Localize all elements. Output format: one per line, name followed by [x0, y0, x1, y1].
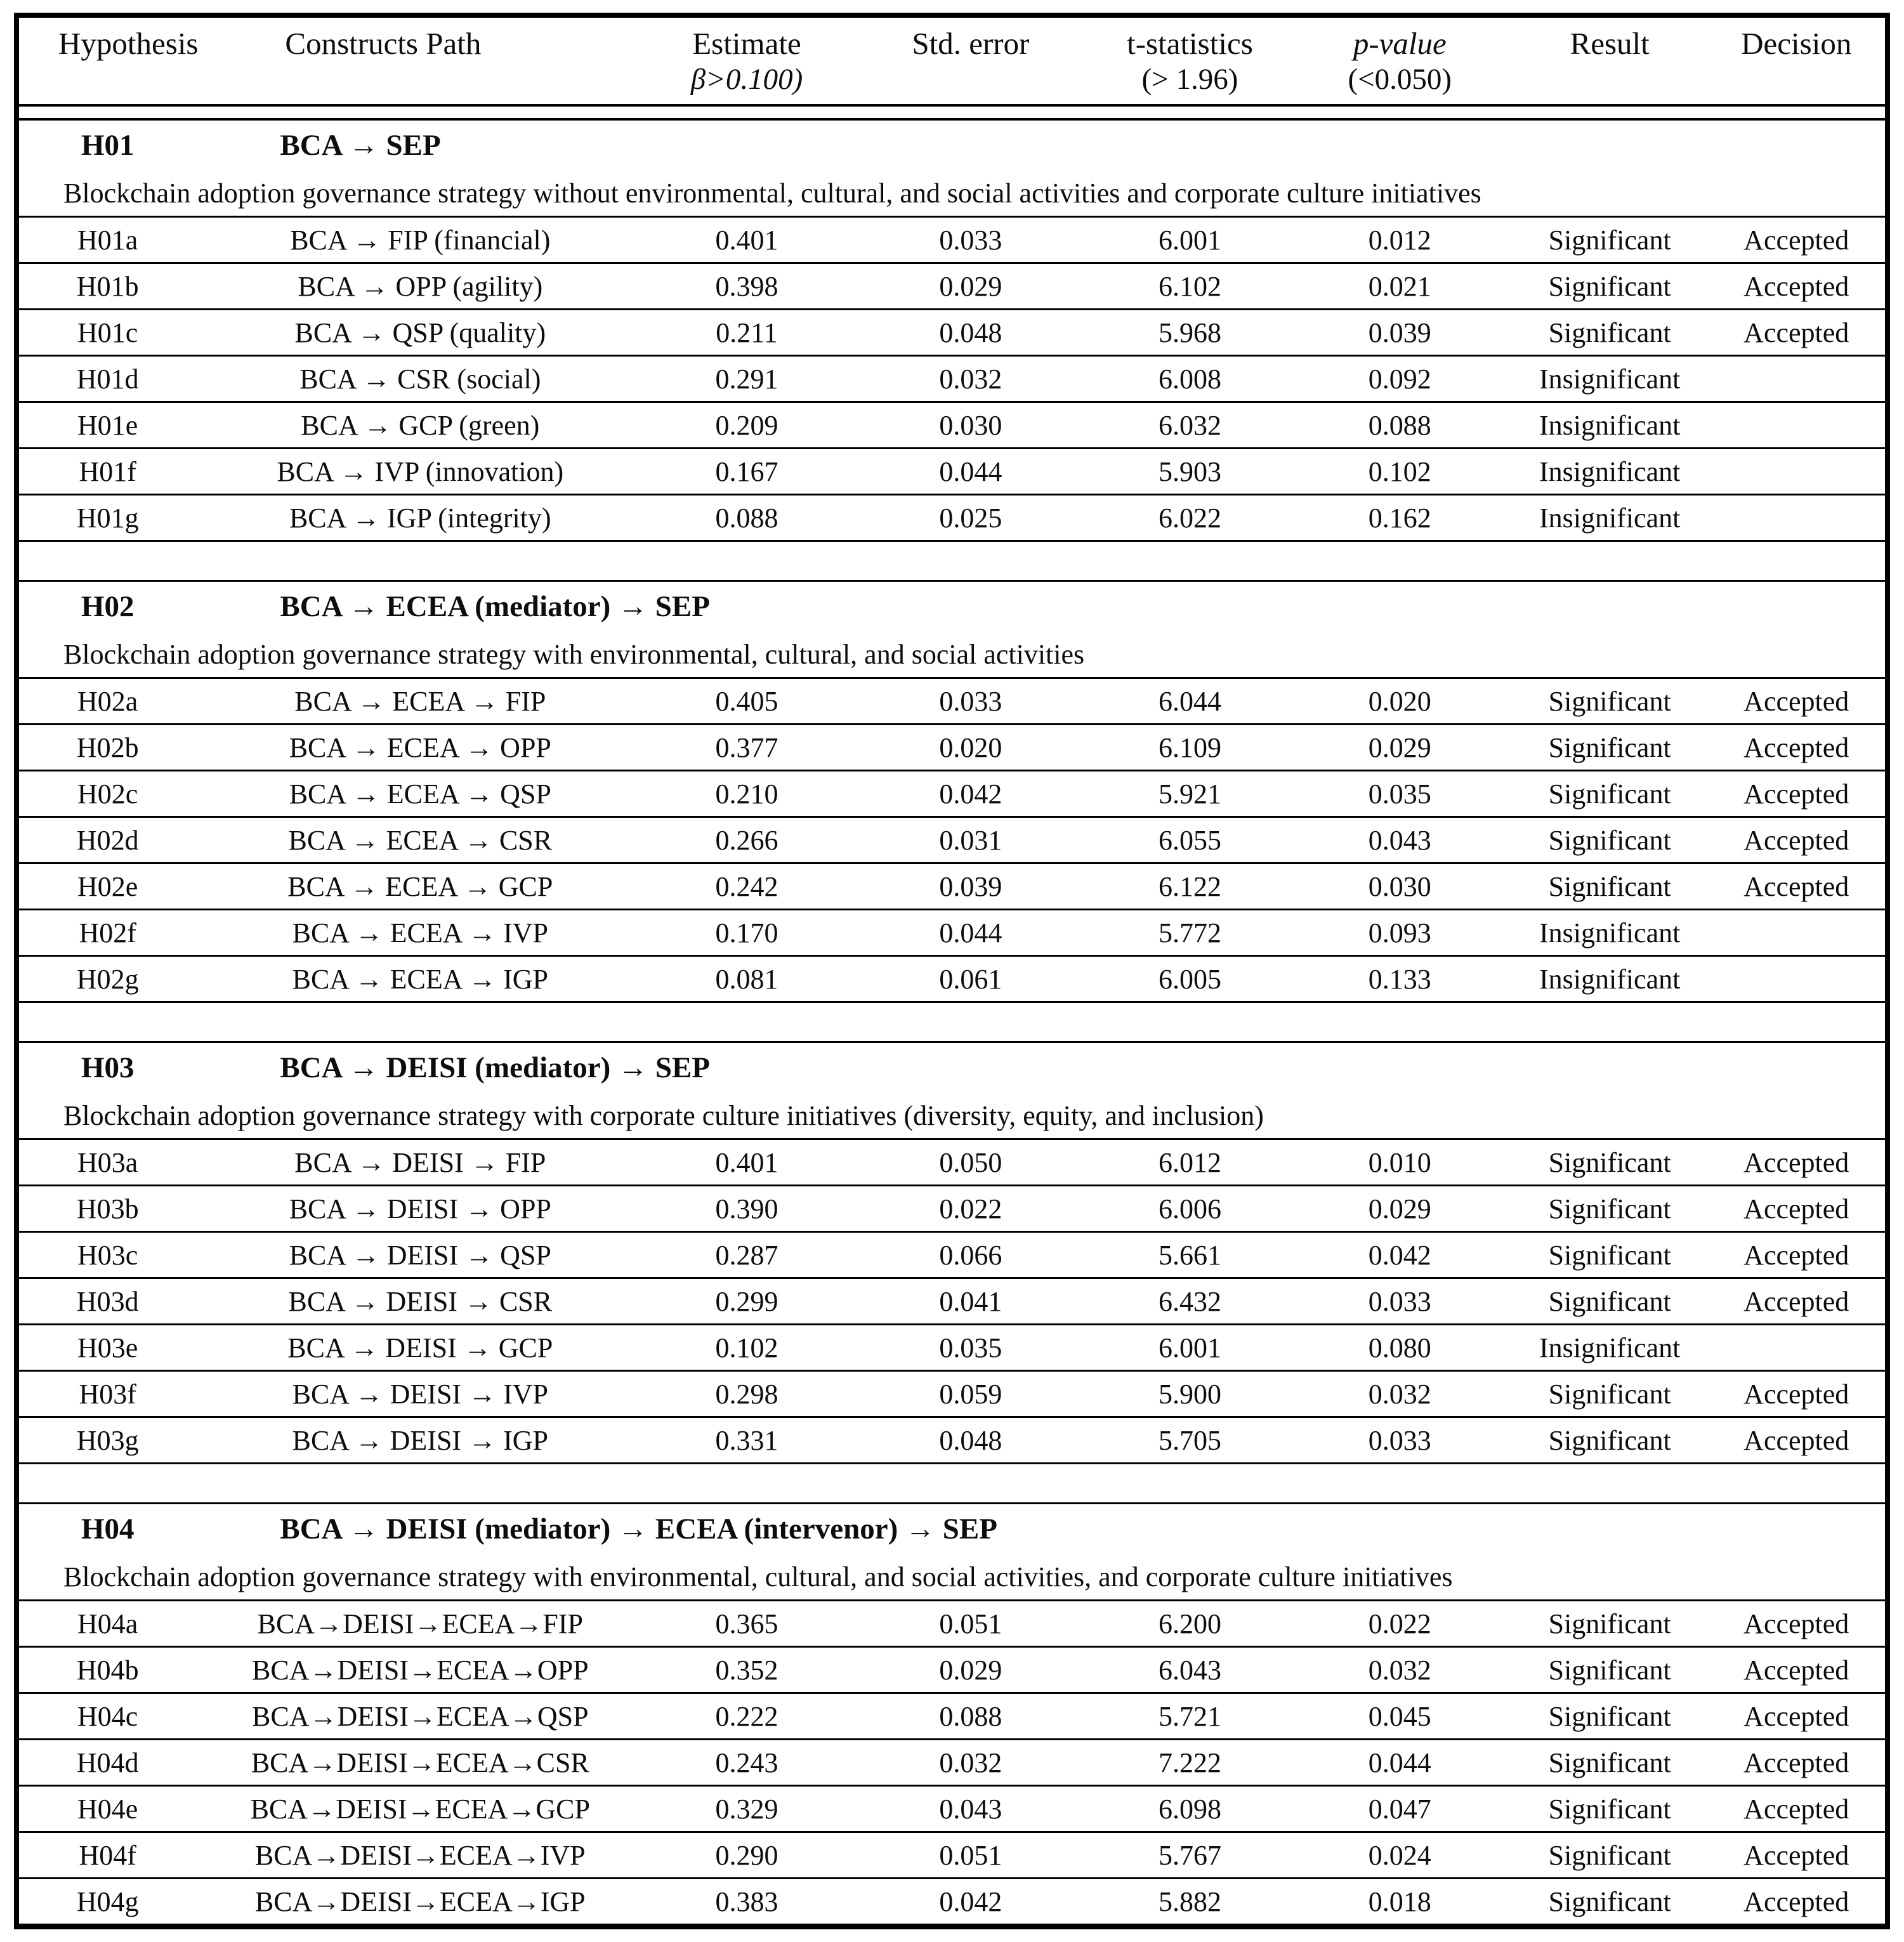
cell-t-statistics: 6.008	[1158, 363, 1221, 395]
cell-hypothesis: H04g	[76, 1886, 139, 1917]
separator-row	[19, 542, 1885, 582]
cell-hypothesis: H02f	[79, 917, 136, 948]
cell-result: Significant	[1548, 270, 1671, 302]
cell-std-error: 0.042	[939, 778, 1002, 810]
cell-std-error: 0.039	[939, 870, 1002, 902]
cell-result: Insignificant	[1539, 963, 1681, 995]
cell-std-error: 0.051	[939, 1608, 1002, 1639]
cell-estimate: 0.210	[715, 778, 778, 810]
cell-std-error: 0.030	[939, 409, 1002, 441]
column-sublabel	[850, 62, 1092, 98]
separator-row	[19, 1003, 1885, 1043]
cell-p-value: 0.029	[1368, 1193, 1431, 1224]
cell-path: BCA→DEISI→ECEA→QSP	[252, 1700, 589, 1732]
cell-t-statistics: 6.001	[1158, 224, 1221, 256]
cell-std-error: 0.022	[939, 1193, 1002, 1224]
cell-hypothesis: H02b	[76, 732, 139, 763]
cell-path: BCA → IVP (innovation)	[277, 456, 564, 487]
section-id: H03	[81, 1051, 135, 1084]
cell-decision: Accepted	[1743, 824, 1849, 856]
table-row	[19, 725, 1885, 771]
cell-std-error: 0.041	[939, 1285, 1002, 1317]
column-sublabel	[1708, 62, 1885, 98]
column-label: Estimate	[692, 26, 801, 61]
cell-estimate: 0.170	[715, 917, 778, 948]
cell-std-error: 0.061	[939, 963, 1002, 995]
cell-result: Significant	[1548, 732, 1671, 763]
cell-estimate: 0.365	[715, 1608, 778, 1639]
cell-result: Insignificant	[1539, 917, 1681, 948]
column-label: Constructs Path	[285, 26, 482, 61]
cell-decision: Accepted	[1743, 224, 1849, 256]
table-row	[19, 264, 1885, 310]
cell-result: Significant	[1548, 1793, 1671, 1825]
cell-hypothesis: H04d	[76, 1747, 139, 1778]
table-header-row	[19, 18, 1885, 107]
cell-p-value: 0.029	[1368, 732, 1431, 763]
table-row	[19, 1418, 1885, 1464]
cell-p-value: 0.035	[1368, 778, 1431, 810]
cell-decision: Accepted	[1743, 317, 1849, 348]
cell-std-error: 0.031	[939, 824, 1002, 856]
cell-decision: Accepted	[1743, 778, 1849, 810]
section-header-row	[19, 582, 1885, 631]
header-cell-p-value	[1288, 25, 1512, 98]
cell-path: BCA → ECEA → IVP	[292, 917, 548, 948]
column-sublabel	[58, 62, 196, 98]
cell-hypothesis: H01g	[76, 502, 139, 534]
cell-p-value: 0.102	[1368, 456, 1431, 487]
separator-row	[19, 1464, 1885, 1504]
cell-p-value: 0.039	[1368, 317, 1431, 348]
section-description-row: Blockchain adoption governance strategy without environmental, cultural, and social activities and corporate culture initiatives	[19, 170, 1885, 218]
cell-estimate: 0.242	[715, 870, 778, 902]
cell-std-error: 0.048	[939, 1424, 1002, 1456]
cell-path: BCA→DEISI→ECEA→GCP	[250, 1793, 590, 1825]
cell-decision: Accepted	[1743, 1239, 1849, 1271]
cell-t-statistics: 5.968	[1158, 317, 1221, 348]
cell-path: BCA → CSR (social)	[299, 363, 541, 395]
cell-path: BCA → IGP (integrity)	[289, 502, 551, 534]
cell-std-error: 0.025	[939, 502, 1002, 534]
cell-t-statistics: 5.721	[1158, 1700, 1221, 1732]
cell-p-value: 0.033	[1368, 1285, 1431, 1317]
cell-std-error: 0.048	[939, 317, 1002, 348]
cell-hypothesis: H03f	[79, 1378, 136, 1410]
cell-std-error: 0.033	[939, 224, 1002, 256]
cell-hypothesis: H04f	[79, 1839, 136, 1871]
cell-std-error: 0.032	[939, 363, 1002, 395]
cell-hypothesis: H02d	[76, 824, 139, 856]
cell-t-statistics: 6.122	[1158, 870, 1221, 902]
table-row	[19, 1648, 1885, 1694]
cell-std-error: 0.059	[939, 1378, 1002, 1410]
table-row	[19, 864, 1885, 910]
cell-path: BCA → DEISI → FIP	[294, 1146, 546, 1178]
cell-path: BCA → GCP (green)	[301, 409, 540, 441]
cell-result: Significant	[1548, 685, 1671, 717]
column-label: Decision	[1741, 26, 1852, 61]
column-sublabel	[1512, 62, 1708, 98]
cell-t-statistics: 6.001	[1158, 1332, 1221, 1363]
column-label: t-statistics	[1127, 26, 1253, 61]
cell-path: BCA → DEISI → CSR	[288, 1285, 553, 1317]
cell-p-value: 0.024	[1368, 1839, 1431, 1871]
cell-p-value: 0.133	[1368, 963, 1431, 995]
cell-estimate: 0.102	[715, 1332, 778, 1363]
cell-path: BCA → DEISI → QSP	[289, 1239, 551, 1271]
cell-result: Significant	[1548, 1146, 1671, 1178]
cell-p-value: 0.022	[1368, 1608, 1431, 1639]
header-cell-t-statistics	[1092, 25, 1288, 98]
section-description-row: Blockchain adoption governance strategy with environmental, cultural, and social activities	[19, 631, 1885, 679]
header-cell-decision	[1708, 25, 1885, 98]
cell-t-statistics: 6.432	[1158, 1285, 1221, 1317]
cell-p-value: 0.018	[1368, 1886, 1431, 1917]
header-cell-hypothesis	[19, 25, 199, 98]
cell-p-value: 0.092	[1368, 363, 1431, 395]
table-row	[19, 1233, 1885, 1279]
cell-estimate: 0.383	[715, 1886, 778, 1917]
cell-t-statistics: 6.012	[1158, 1146, 1221, 1178]
cell-t-statistics: 5.661	[1158, 1239, 1221, 1271]
cell-result: Significant	[1548, 778, 1671, 810]
cell-p-value: 0.033	[1368, 1424, 1431, 1456]
section-id: H02	[81, 590, 135, 623]
cell-t-statistics: 5.772	[1158, 917, 1221, 948]
cell-decision: Accepted	[1743, 1654, 1849, 1686]
cell-std-error: 0.050	[939, 1146, 1002, 1178]
cell-t-statistics: 6.043	[1158, 1654, 1221, 1686]
cell-p-value: 0.045	[1368, 1700, 1431, 1732]
cell-hypothesis: H01b	[76, 270, 139, 302]
cell-path: BCA→DEISI→ECEA→CSR	[251, 1747, 589, 1778]
cell-hypothesis: H03a	[77, 1146, 138, 1178]
table-row	[19, 1325, 1885, 1372]
cell-t-statistics: 6.098	[1158, 1793, 1221, 1825]
cell-path: BCA → DEISI → GCP	[287, 1332, 553, 1363]
table-row	[19, 771, 1885, 818]
cell-result: Insignificant	[1539, 409, 1681, 441]
section-description-row: Blockchain adoption governance strategy with environmental, cultural, and social activities, and corporate culture initiatives	[19, 1554, 1885, 1601]
cell-path: BCA → ECEA → IGP	[292, 963, 548, 995]
cell-path: BCA→DEISI→ECEA→IVP	[254, 1839, 586, 1871]
cell-estimate: 0.290	[715, 1839, 778, 1871]
table-row	[19, 310, 1885, 357]
cell-estimate: 0.398	[715, 270, 778, 302]
cell-std-error: 0.066	[939, 1239, 1002, 1271]
cell-result: Significant	[1548, 1285, 1671, 1317]
cell-t-statistics: 5.767	[1158, 1839, 1221, 1871]
section-id: H04	[81, 1512, 135, 1545]
section-path: BCA → ECEA (mediator) → SEP	[280, 590, 710, 623]
table-row	[19, 1601, 1885, 1648]
cell-std-error: 0.033	[939, 685, 1002, 717]
cell-hypothesis: H03d	[76, 1285, 139, 1317]
table-body	[19, 121, 1885, 1926]
cell-decision: Accepted	[1743, 1424, 1849, 1456]
cell-path: BCA→DEISI→ECEA→OPP	[252, 1654, 589, 1686]
cell-estimate: 0.299	[715, 1285, 778, 1317]
table-row	[19, 403, 1885, 449]
cell-estimate: 0.222	[715, 1700, 778, 1732]
cell-t-statistics: 6.055	[1158, 824, 1221, 856]
cell-path: BCA → FIP (financial)	[290, 224, 551, 256]
table-row	[19, 957, 1885, 1003]
cell-std-error: 0.029	[939, 1654, 1002, 1686]
cell-hypothesis: H02c	[77, 778, 138, 810]
table-row	[19, 679, 1885, 725]
table-row	[19, 1279, 1885, 1325]
cell-t-statistics: 5.903	[1158, 456, 1221, 487]
table-row	[19, 1186, 1885, 1233]
cell-p-value: 0.012	[1368, 224, 1431, 256]
cell-hypothesis: H03e	[77, 1332, 138, 1363]
cell-estimate: 0.405	[715, 685, 778, 717]
cell-path: BCA → ECEA → OPP	[289, 732, 551, 763]
cell-hypothesis: H01e	[77, 409, 138, 441]
cell-hypothesis: H03b	[76, 1193, 139, 1224]
column-label: Result	[1570, 26, 1650, 61]
cell-hypothesis: H03c	[77, 1239, 138, 1271]
cell-path: BCA → DEISI → OPP	[289, 1193, 551, 1224]
column-sublabel: (<0.050)	[1348, 63, 1452, 96]
cell-hypothesis: H02g	[76, 963, 139, 995]
cell-hypothesis: H04c	[77, 1700, 138, 1732]
cell-estimate: 0.291	[715, 363, 778, 395]
cell-hypothesis: H01f	[79, 456, 136, 487]
cell-result: Insignificant	[1539, 456, 1681, 487]
cell-result: Insignificant	[1539, 363, 1681, 395]
cell-estimate: 0.167	[715, 456, 778, 487]
cell-hypothesis: H01a	[77, 224, 138, 256]
cell-estimate: 0.377	[715, 732, 778, 763]
table-row	[19, 218, 1885, 264]
cell-decision: Accepted	[1743, 1608, 1849, 1639]
cell-std-error: 0.088	[939, 1700, 1002, 1732]
cell-decision: Accepted	[1743, 1839, 1849, 1871]
cell-result: Significant	[1548, 1654, 1671, 1686]
cell-p-value: 0.043	[1368, 824, 1431, 856]
cell-decision: Accepted	[1743, 685, 1849, 717]
cell-path: BCA→DEISI→ECEA→IGP	[254, 1886, 586, 1917]
cell-estimate: 0.329	[715, 1793, 778, 1825]
table-row	[19, 818, 1885, 864]
section-description-row: Blockchain adoption governance strategy with corporate culture initiatives (diversity, equity, and inclusion)	[19, 1092, 1885, 1140]
cell-p-value: 0.044	[1368, 1747, 1431, 1778]
cell-decision: Accepted	[1743, 1146, 1849, 1178]
cell-t-statistics: 6.032	[1158, 409, 1221, 441]
cell-result: Significant	[1548, 1239, 1671, 1271]
cell-std-error: 0.032	[939, 1747, 1002, 1778]
cell-result: Significant	[1548, 1700, 1671, 1732]
cell-t-statistics: 6.109	[1158, 732, 1221, 763]
cell-p-value: 0.032	[1368, 1378, 1431, 1410]
table-row	[19, 1372, 1885, 1418]
column-label: Std. error	[912, 26, 1030, 61]
cell-result: Significant	[1548, 824, 1671, 856]
cell-decision: Accepted	[1743, 1747, 1849, 1778]
cell-hypothesis: H02a	[77, 685, 138, 717]
header-cell-constructs-path	[196, 25, 644, 98]
header-cell-result	[1512, 25, 1708, 98]
cell-p-value: 0.010	[1368, 1146, 1431, 1178]
cell-p-value: 0.042	[1368, 1239, 1431, 1271]
cell-result: Significant	[1548, 1886, 1671, 1917]
cell-p-value: 0.162	[1368, 502, 1431, 534]
cell-result: Insignificant	[1539, 1332, 1681, 1363]
cell-p-value: 0.080	[1368, 1332, 1431, 1363]
table-row	[19, 1879, 1885, 1926]
table-row	[19, 357, 1885, 403]
cell-result: Significant	[1548, 224, 1671, 256]
section-id: H01	[81, 129, 135, 162]
table-row	[19, 910, 1885, 957]
cell-estimate: 0.081	[715, 963, 778, 995]
cell-path: BCA → OPP (agility)	[298, 270, 543, 302]
cell-result: Significant	[1548, 1424, 1671, 1456]
column-sublabel	[285, 62, 644, 98]
cell-estimate: 0.352	[715, 1654, 778, 1686]
cell-t-statistics: 5.882	[1158, 1886, 1221, 1917]
cell-t-statistics: 5.900	[1158, 1378, 1221, 1410]
cell-path: BCA → ECEA → FIP	[294, 685, 546, 717]
table-row	[19, 495, 1885, 542]
table-row	[19, 1740, 1885, 1787]
cell-path: BCA → QSP (quality)	[294, 317, 546, 348]
cell-path: BCA → ECEA → QSP	[289, 778, 551, 810]
cell-result: Significant	[1548, 1747, 1671, 1778]
cell-estimate: 0.211	[716, 317, 778, 348]
cell-hypothesis: H04a	[77, 1608, 138, 1639]
header-cell-estimate	[644, 25, 850, 98]
cell-p-value: 0.021	[1368, 270, 1431, 302]
cell-p-value: 0.030	[1368, 870, 1431, 902]
cell-std-error: 0.043	[939, 1793, 1002, 1825]
cell-estimate: 0.209	[715, 409, 778, 441]
cell-p-value: 0.020	[1368, 685, 1431, 717]
section-header-row	[19, 1504, 1885, 1554]
cell-t-statistics: 6.022	[1158, 502, 1221, 534]
cell-estimate: 0.390	[715, 1193, 778, 1224]
section-path: BCA → DEISI (mediator) → ECEA (intervenor) → SEP	[280, 1512, 997, 1545]
cell-result: Insignificant	[1539, 502, 1681, 534]
results-table	[14, 13, 1890, 1929]
cell-path: BCA→DEISI→ECEA→FIP	[257, 1608, 583, 1639]
cell-p-value: 0.093	[1368, 917, 1431, 948]
cell-t-statistics: 6.006	[1158, 1193, 1221, 1224]
section-path: BCA → DEISI (mediator) → SEP	[280, 1051, 711, 1084]
cell-result: Significant	[1548, 1193, 1671, 1224]
cell-t-statistics: 5.705	[1158, 1424, 1221, 1456]
cell-std-error: 0.020	[939, 732, 1002, 763]
cell-t-statistics: 7.222	[1158, 1747, 1221, 1778]
cell-result: Significant	[1548, 1839, 1671, 1871]
table-row	[19, 1787, 1885, 1833]
cell-path: BCA → ECEA → CSR	[288, 824, 553, 856]
section-header-row	[19, 121, 1885, 170]
cell-t-statistics: 6.200	[1158, 1608, 1221, 1639]
cell-result: Significant	[1548, 1378, 1671, 1410]
cell-decision: Accepted	[1743, 1378, 1849, 1410]
cell-t-statistics: 6.044	[1158, 685, 1221, 717]
section-path: BCA → SEP	[280, 129, 441, 162]
cell-decision: Accepted	[1743, 1700, 1849, 1732]
cell-estimate: 0.401	[715, 1146, 778, 1178]
cell-estimate: 0.266	[715, 824, 778, 856]
cell-p-value: 0.032	[1368, 1654, 1431, 1686]
column-sublabel: β>0.100)	[690, 63, 803, 96]
cell-path: BCA → DEISI → IVP	[292, 1378, 548, 1410]
cell-std-error: 0.035	[939, 1332, 1002, 1363]
cell-result: Significant	[1548, 317, 1671, 348]
cell-estimate: 0.401	[715, 224, 778, 256]
cell-hypothesis: H01d	[76, 363, 139, 395]
column-sublabel: (> 1.96)	[1141, 63, 1238, 96]
cell-hypothesis: H01c	[77, 317, 138, 348]
section-header-row	[19, 1043, 1885, 1092]
cell-std-error: 0.051	[939, 1839, 1002, 1871]
column-label: p-value	[1353, 26, 1447, 61]
table-row	[19, 1833, 1885, 1879]
table-row	[19, 449, 1885, 495]
cell-hypothesis: H04b	[76, 1654, 139, 1686]
header-cell-std-error	[850, 25, 1092, 98]
cell-std-error: 0.044	[939, 917, 1002, 948]
cell-hypothesis: H04e	[77, 1793, 138, 1825]
cell-t-statistics: 5.921	[1158, 778, 1221, 810]
cell-path: BCA → DEISI → IGP	[292, 1424, 548, 1456]
cell-estimate: 0.287	[715, 1239, 778, 1271]
cell-std-error: 0.029	[939, 270, 1002, 302]
cell-hypothesis: H03g	[76, 1424, 139, 1456]
cell-estimate: 0.298	[715, 1378, 778, 1410]
cell-t-statistics: 6.102	[1158, 270, 1221, 302]
cell-std-error: 0.044	[939, 456, 1002, 487]
table-row	[19, 1694, 1885, 1740]
table-row	[19, 1140, 1885, 1186]
cell-t-statistics: 6.005	[1158, 963, 1221, 995]
header-double-rule	[19, 107, 1885, 121]
cell-decision: Accepted	[1743, 1793, 1849, 1825]
cell-p-value: 0.047	[1368, 1793, 1431, 1825]
cell-decision: Accepted	[1743, 270, 1849, 302]
cell-result: Significant	[1548, 870, 1671, 902]
cell-result: Significant	[1548, 1608, 1671, 1639]
cell-decision: Accepted	[1743, 1193, 1849, 1224]
cell-p-value: 0.088	[1368, 409, 1431, 441]
cell-std-error: 0.042	[939, 1886, 1002, 1917]
cell-estimate: 0.088	[715, 502, 778, 534]
cell-path: BCA → ECEA → GCP	[287, 870, 553, 902]
cell-estimate: 0.331	[715, 1424, 778, 1456]
cell-hypothesis: H02e	[77, 870, 138, 902]
cell-estimate: 0.243	[715, 1747, 778, 1778]
cell-decision: Accepted	[1743, 1886, 1849, 1917]
cell-decision: Accepted	[1743, 732, 1849, 763]
cell-decision: Accepted	[1743, 870, 1849, 902]
cell-decision: Accepted	[1743, 1285, 1849, 1317]
column-label: Hypothesis	[58, 26, 199, 61]
